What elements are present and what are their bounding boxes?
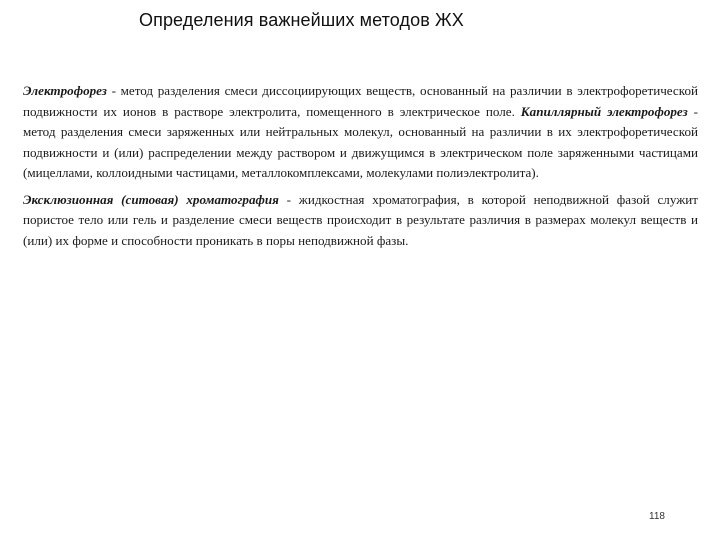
term-size-exclusion-chromatography: Эксклюзионная (ситовая) хроматография [23, 191, 279, 207]
definitions-body [23, 81, 698, 257]
definition-paragraph-size-exclusion [23, 190, 698, 252]
definition-electrophoresis: - метод разделения смеси диссоциирующих веществ, основанный на различии в электрофоретической подвижности их ионов в растворе электролита, помещенного в электрическое поле. [23, 83, 698, 119]
term-electrophoresis: Электрофорез [23, 83, 107, 98]
term-capillary-electrophoresis: Капиллярный электрофорез [520, 103, 688, 119]
slide-title: Определения важнейших методов ЖХ [139, 10, 464, 30]
page-number: 118 [649, 511, 665, 522]
definition-paragraph-electrophoresis [23, 81, 698, 184]
definition-size-exclusion-chromatography: - жидкостная хроматография, в которой неподвижной фазой служит пористое тело или гель и разделение смеси веществ происходит в результате различия в размерах молекул веществ и (или) их форме и способности проникать в поры неподвижной фазы. [23, 191, 698, 248]
definition-capillary-electrophoresis: - метод разделения смеси заряженных или нейтральных молекул, основанный на различии в их электрофоретической подвижности и (или) распределении между раствором и движущимся в электрическом поле заряженными частицами (мицеллами, коллоидными частицами, металлокомплексами, молекулами полиэлектролита). [23, 103, 698, 180]
